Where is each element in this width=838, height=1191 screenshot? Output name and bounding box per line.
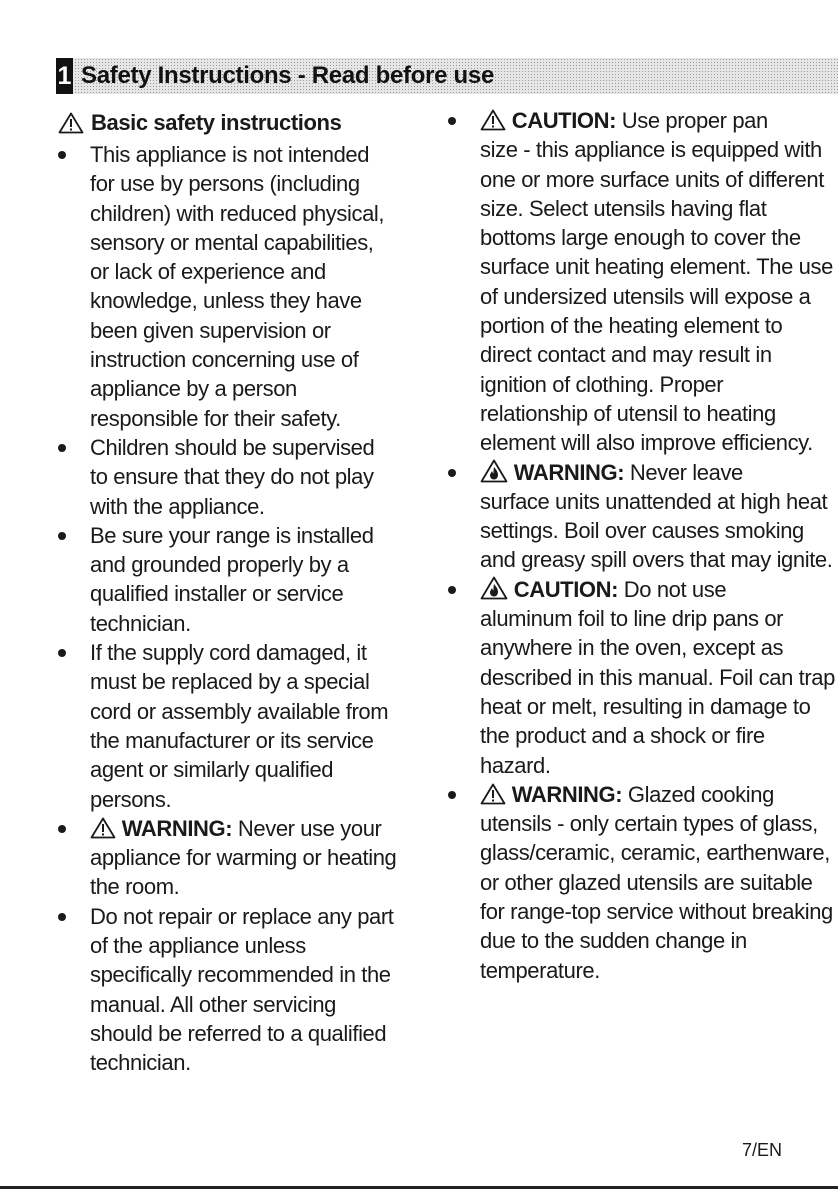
- left-column: [57, 106, 397, 1078]
- item-text: Be sure your range is installed and grounded properly by a qualified installer or service technician.: [90, 522, 374, 636]
- section-number: 1: [56, 58, 73, 94]
- list-item: [447, 106, 835, 135]
- bullet: [58, 532, 66, 540]
- list-item: [57, 902, 397, 1078]
- warning-triangle-icon: [90, 817, 116, 839]
- item-text: If the supply cord damaged, it must be replaced by a special cord or assembly available from the manufacturer or its service agent or similarly qualified persons.: [90, 640, 389, 812]
- item-lead: Never leave: [629, 459, 743, 485]
- list-item: [447, 458, 835, 487]
- bullet: [448, 791, 456, 799]
- item-continuation: aluminum foil to line drip pans or anywhere in the oven, except as described in this manual. Foil can trap heat or melt, resulting in damage to the product and a shock or fire hazard.: [480, 606, 835, 778]
- right-column: [447, 106, 835, 985]
- list-item: [447, 780, 835, 809]
- item-continuation: utensils - only certain types of glass, glass/ceramic, ceramic, earthenware, or other glazed utensils are suitable for range-top service without breaking due to the sudden change in temperature.: [480, 811, 833, 983]
- bullet: [448, 469, 456, 477]
- bullet: [58, 444, 66, 452]
- item-continuation: size - this appliance is equipped with one or more surface units of different size. Select utensils having flat bottoms large enough to cover the surface unit heating element. The use of undersized utensils will expose a portion of the heating element to direct contact and may result in ignition of clothing. Proper relationship of utensil to heating element will also improve efficiency.: [480, 137, 833, 456]
- fire-warning-icon: [480, 459, 508, 483]
- fire-warning-icon: [480, 576, 508, 600]
- list-item: [447, 575, 835, 604]
- item-text: Children should be supervised to ensure that they do not play with the appliance.: [90, 434, 375, 519]
- item-lead: Glazed cooking: [627, 781, 774, 807]
- item-lead: Use proper pan: [621, 108, 768, 133]
- page-number: 7/EN: [741, 1140, 782, 1160]
- warning-triangle-icon: [480, 109, 506, 131]
- warning-keyword: WARNING:: [513, 459, 625, 485]
- warning-triangle-icon: [58, 112, 84, 134]
- item-text: Never use your appliance for warming or heating the room.: [90, 815, 397, 900]
- bullet: [58, 825, 66, 833]
- bullet: [448, 117, 456, 125]
- list-item: [57, 433, 397, 521]
- caution-keyword: CAUTION:: [511, 108, 617, 133]
- subheading-basic-safety: [57, 106, 397, 140]
- list-item: [57, 638, 397, 814]
- section-title: Safety Instructions - Read before use: [81, 62, 495, 89]
- list-item: [57, 814, 397, 902]
- bullet: [58, 649, 66, 657]
- caution-keyword: CAUTION:: [513, 576, 619, 602]
- warning-keyword: WARNING:: [121, 815, 233, 841]
- subheading-text: Basic safety instructions: [91, 110, 342, 136]
- warning-keyword: WARNING:: [511, 781, 623, 807]
- item-continuation: surface units unattended at high heat settings. Boil over causes smoking and greasy spill overs that may ignite.: [480, 488, 833, 573]
- bullet: [58, 151, 66, 159]
- list-item: [57, 521, 397, 638]
- bullet: [58, 913, 66, 921]
- section-header: [56, 58, 838, 94]
- footer-rule: [0, 1186, 838, 1189]
- list-item: [57, 140, 397, 433]
- item-text: This appliance is not intended for use by persons (including children) with reduced physical, sensory or mental capabilities, or lack of experience and knowledge, unless they have been given supervision or instruction concerning use of appliance by a person responsible for their safety.: [90, 142, 385, 431]
- item-text: Do not repair or replace any part of the appliance unless specifically recommended in the manual. All other servicing should be referred to a qualified technician.: [90, 903, 394, 1076]
- item-lead: Do not use: [623, 576, 727, 602]
- warning-triangle-icon: [480, 783, 506, 805]
- bullet: [448, 586, 456, 594]
